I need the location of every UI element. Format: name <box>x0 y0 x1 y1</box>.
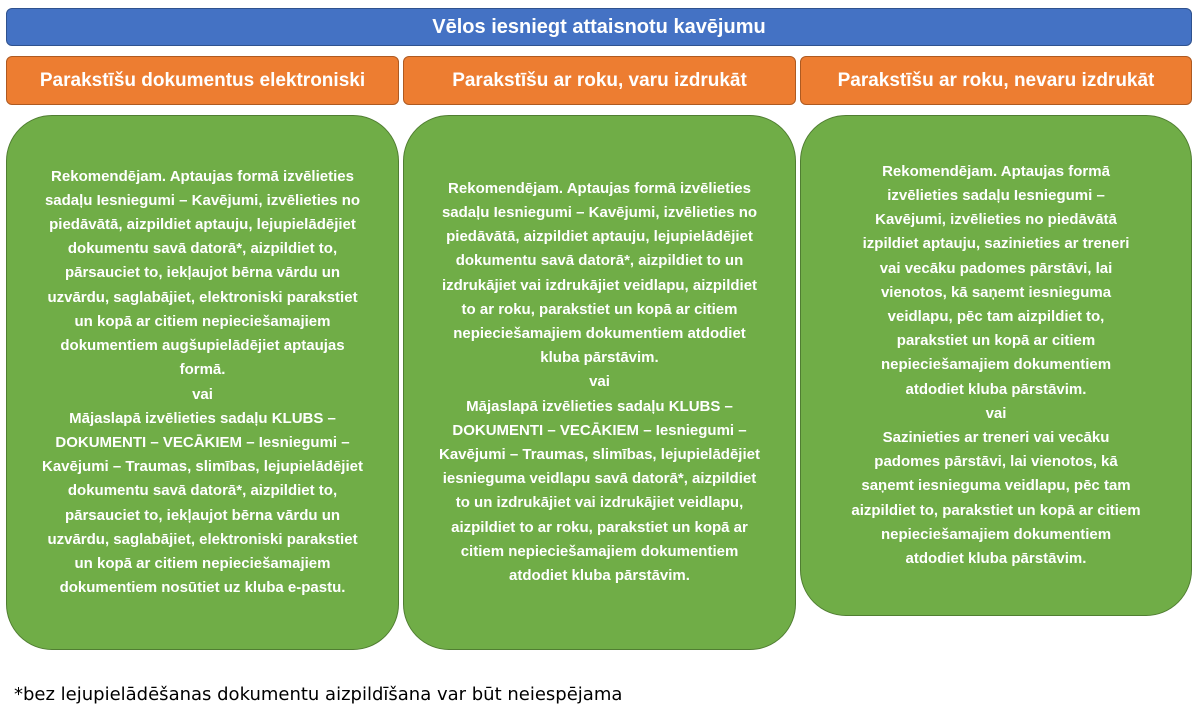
option-separator: vai <box>192 385 213 403</box>
column-header-label: Parakstīšu dokumentus elektroniski <box>39 69 366 91</box>
option-recommended-text: Rekomendējam. Aptaujas formā izvēlieties sadaļu Iesniegumi – Kavējumi, izvēlieties no piedāvātā izpildiet aptauju, sazinieties ar treneri vai vecāku padomes pārstāvi, lai vienotos, kā saņemt iesnieguma veidlapu, pēc tam aizpildiet to, parakstiet un kopā ar citiem nepieciešamajiem dokumentiem atdodiet kluba pārstāvim. <box>862 162 1130 398</box>
column-header-electronic <box>6 56 399 105</box>
column-header-label: Parakstīšu ar roku, nevaru izdrukāt <box>837 69 1155 91</box>
page-title: Vēlos iesniegt attaisnotu kavējumu <box>432 15 766 38</box>
column-header-cannot-print <box>800 56 1192 105</box>
title-bar <box>6 8 1192 46</box>
option-website-text: Mājaslapā izvēlieties sadaļu KLUBS – DOKUMENTI – VECĀKIEM – Iesniegumi – Kavējumi – Traumas, slimības, lejupielādējiet iesnieguma veidlapu savā datorā*, aizpildiet to un izdrukājiet vai izdrukājiet veidlapu, aizpildiet to ar roku, parakstiet un kopā ar citiem nepieciešamajiem dokumentiem atdodiet kluba pārstāvim. <box>439 397 760 585</box>
footnote: *bez lejupielādēšanas dokumentu aizpildīšana var būt neiespējama <box>14 684 623 705</box>
option-separator: vai <box>985 404 1007 422</box>
column-body-can-print <box>403 115 796 650</box>
option-contact-text: Sazinieties ar treneri vai vecāku padomes pārstāvi, lai vienotos, kā saņemt iesnieguma veidlapu, pēc tam aizpildiet to, parakstiet un kopā ar citiem nepieciešamajiem dokumentiem atdodiet kluba pārstāvim. <box>851 429 1141 568</box>
option-recommended-text: Rekomendējam. Aptaujas formā izvēlieties sadaļu Iesniegumi – Kavējumi, izvēlieties no piedāvātā, aizpildiet aptauju, lejupielādējiet dokumentu savā datorā*, aizpildiet to un izdrukājiet vai izdrukājiet veidlapu, aizpildiet to ar roku, parakstiet un kopā ar citiem nepieciešamajiem dokumentiem atdodiet kluba pārstāvim. <box>441 179 758 367</box>
option-recommended-text: Rekomendējam. Aptaujas formā izvēlieties sadaļu Iesniegumi – Kavējumi, izvēlieties no piedāvātā, aizpildiet aptauju, lejupielādējiet dokumentu savā datorā*, aizpildiet to, pārsauciet to, iekļaujot bērna vārdu un uzvārdu, saglabājiet, elektroniski parakstiet un kopā ar citiem nepieciešamajiem dokumentiem augšupielādējiet aptaujas formā. <box>44 167 361 379</box>
column-header-label: Parakstīšu ar roku, varu izdrukāt <box>452 69 747 91</box>
column-body-electronic <box>6 115 399 650</box>
option-separator: vai <box>589 373 610 391</box>
column-header-can-print <box>403 56 796 105</box>
option-website-text: Mājaslapā izvēlieties sadaļu KLUBS – DOKUMENTI – VECĀKIEM – Iesniegumi – Kavējumi – Traumas, slimības, lejupielādējiet dokumentu savā datorā*, aizpildiet to, pārsauciet to, iekļaujot bērna vārdu un uzvārdu, saglabājiet, elektroniski parakstiet un kopā ar citiem nepieciešamajiem dokumentiem nosūtiet uz kluba e-pastu. <box>42 409 363 597</box>
column-body-cannot-print <box>800 115 1192 616</box>
